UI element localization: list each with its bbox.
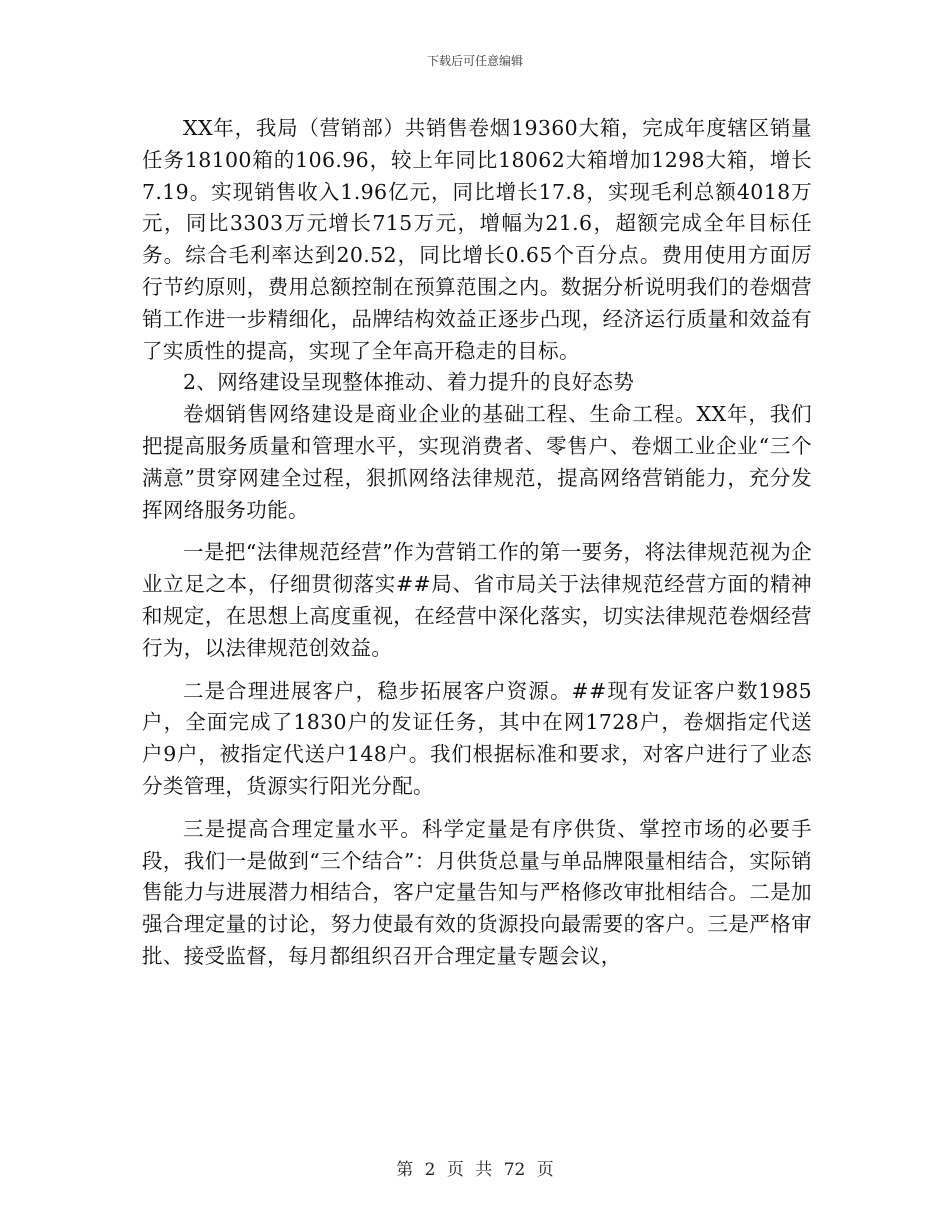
page-footer: 第 2 页 共 72 页 [396, 1160, 554, 1180]
paragraph-network-intro: 卷烟销售网络建设是商业企业的基础工程、生命工程。XX年，我们把提高服务质量和管理水平，实现消费者、零售户、卷烟工业企业“三个满意”贯穿网建全过程，狠抓网络法律规范，提高网络营销能力，充分发挥网络服务功能。 [142, 402, 812, 522]
paragraph-legal-compliance: 一是把“法律规范经营”作为营销工作的第一要务，将法律规范视为企业立足之本，仔细贯彻落实##局、省市局关于法律规范经营方面的精神和规定，在思想上高度重视，在经营中深化落实，切实法律规范卷烟经营行为，以法律规范创效益。 [142, 540, 812, 660]
paragraph-quota-management: 三是提高合理定量水平。科学定量是有序供货、掌控市场的必要手段，我们一是做到“三个结合”：月供货总量与单品牌限量相结合，实际销售能力与进展潜力相结合，客户定量告知与严格修改审批相结合。二是加强合理定量的讨论，努力使最有效的货源投向最需要的客户。三是严格审批、接受监督，每月都组织召开合理定量专题会议， [142, 816, 812, 968]
section-heading-network: 2、网络建设呈现整体推动、着力提升的良好态势 [183, 370, 635, 395]
page-header: 下载后可任意编辑 [426, 54, 523, 68]
paragraph-customer-development: 二是合理进展客户，稳步拓展客户资源。##现有发证客户数1985户，全面完成了1830户的发证任务，其中在网1728户，卷烟指定代送户9户，被指定代送户148户。我们根据标准和要求，对客户进行了业态分类管理，货源实行阳光分配。 [142, 678, 812, 798]
document-body [142, 113, 812, 973]
paragraph-sales-summary: XX年，我局（营销部）共销售卷烟19360大箱，完成年度辖区销量任务18100箱的106.96，较上年同比18062大箱增加1298大箱，增长7.19。实现销售收入1.96亿元，同比增长17.8，实现毛利总额4018万元，同比3303万元增长715万元，增幅为21.6，超额完成全年目标任务。综合毛利率达到20.52，同比增长0.65个百分点。费用使用方面厉行节约原则，费用总额控制在预算范围之内。数据分析说明我们的卷烟营销工作进一步精细化，品牌结构效益正逐步凸现，经济运行质量和效益有了实质性的提高，实现了全年高开稳走的目标。 [142, 116, 812, 363]
